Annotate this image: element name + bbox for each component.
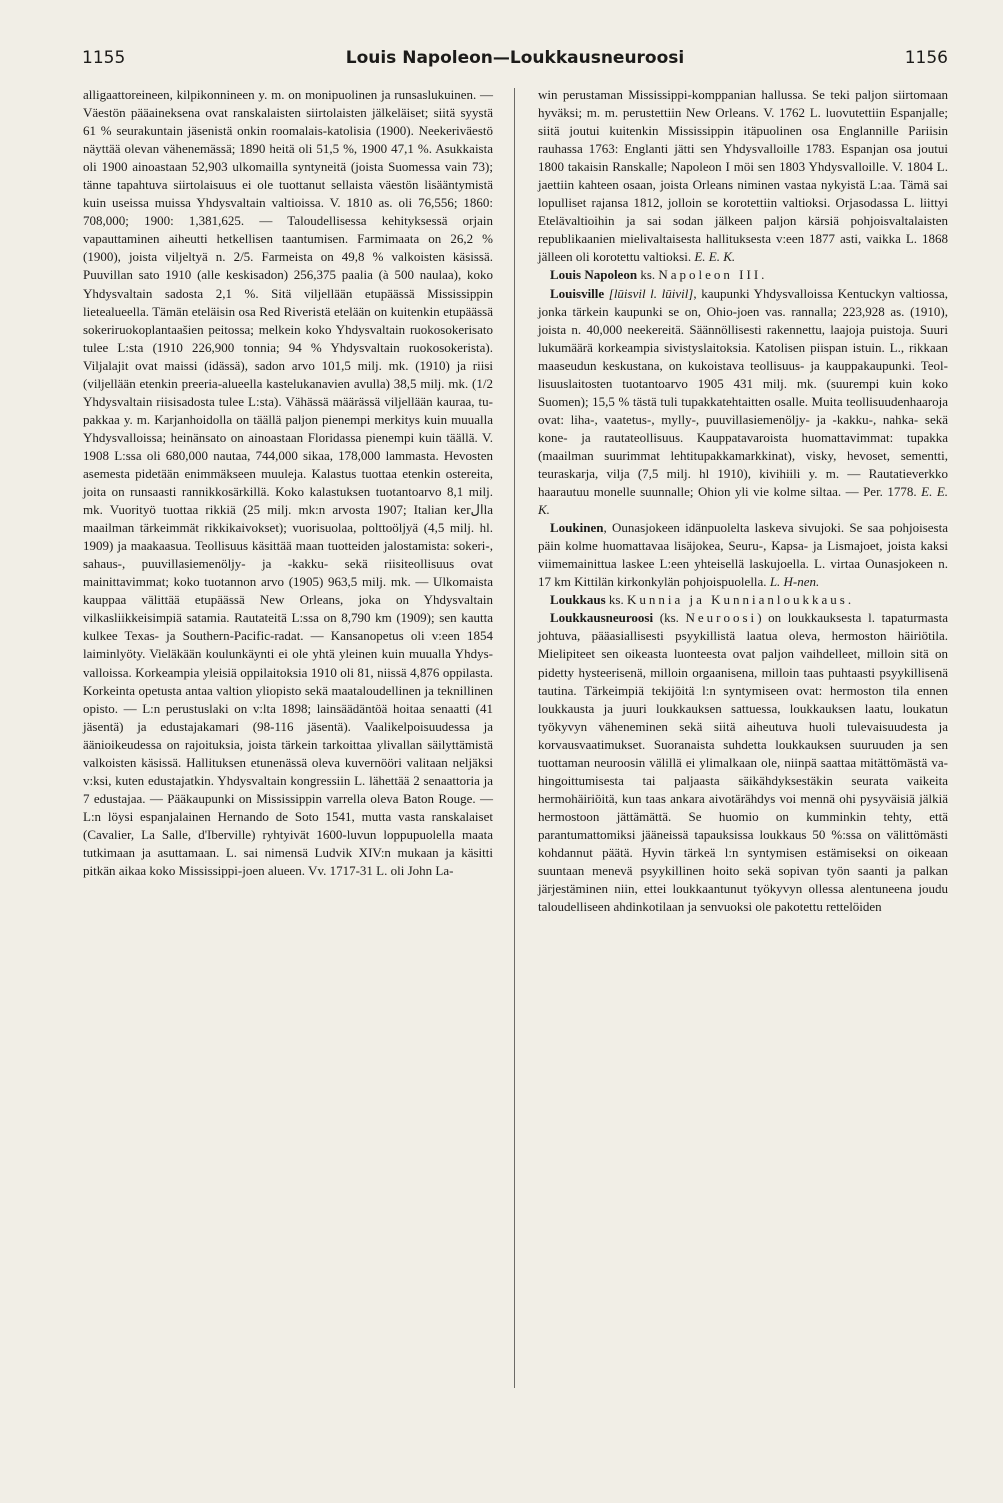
entry-louis-napoleon	[538, 266, 948, 284]
headword-loukinen: Loukinen	[550, 520, 604, 536]
see-also-label: ks.	[640, 267, 656, 283]
page-header	[82, 48, 948, 72]
cross-reference-kunnia: Kunnia ja Kunnianloukkaus.	[626, 592, 855, 608]
signature-eek-1: E. E. K.	[694, 249, 736, 265]
headword-loukkausneuroosi: Loukkausneuroosi	[550, 610, 654, 626]
signature-eek-2: E. E. K.	[538, 484, 949, 518]
louisville-body: , kaupunki Yhdysvalloissa Kentuckyn valtiossa, jonka tärkein kaupunki se on, Ohio-joen vas. rannalla; 223,928 as. (1910), joista n. 40,000 neekereitä. Säännöllisesti rakennettu, laajoja puistoja. Suuri lukumäärä korkeampia sivistyslaitoksia. Katolisen piispan istuin. L., rikkaan maaseudun keskustana, on kukoistava teollisuus- ja kauppakaupunki. Teollisuuslaitosten tuotantoarvo 1905 431 milj. mk. (suurempi kuin koko Suomen); 15,5 % tästä tuli tupakkatehtaitten osalle. Muita teollisuudenhaaroja ovat: liha-, vaatetus-, mylly-, puuvillasiemenöljy- ja -kakku-, nahka- sekä kone- ja rautateollisuus. Kauppatavaroista huomattavimmat: tupakka (maailman suurimmat lehtitupakkamarkkinat), visky, hevoset, sementti, teuraskarja, vilja (7,5 milj. hl 1910), kivihiili y. m. — Rautatieverkko haarautuu monelle suunnalle; Ohion yli vie kolme siltaa. — Per. 1778.	[538, 285, 949, 500]
louisiana-history-text	[538, 86, 948, 266]
right-column	[538, 86, 948, 916]
page-number-right: 1156	[904, 48, 948, 68]
cross-reference-napoleon: Napoleon III.	[658, 267, 768, 283]
entry-loukkausneuroosi	[538, 609, 948, 916]
column-divider	[514, 88, 515, 1388]
entry-loukinen	[538, 519, 948, 591]
louisiana-continuation-text: alligaattoreineen, kilpikonnineen y. m. on monipuolinen ja runsaslukuinen. — Väestön pääaineksena ovat ranskalaisten siirtolaisten jälkeläiset; siitä syystä 61 % seurakuntain jäsenistä onkin roomalais-katolisia (1900). Neekeriväestö näyttää olevan vähenemässä; 1890 heitä oli 51,5 %, 1900 47,1 %. Asukkaista oli 1900 ainoastaan 52,903 ulkomailla syntyneitä (joista Suomessa vain 73); tänne tapahtuva siirtolaisuus ei ole tuottanut sellaista väestön lisääntymistä kuin useissa muissa Yhdysvaltain valtioissa. V. 1810 as. oli 76,556; 1860: 708,000; 1900: 1,381,625. — Taloudellisessa kehityksessä orjain vapauttaminen aiheutti hetkellisen taantumisen. Farmimaata on 26,2 % (1900), joista viljeltyä n. 2/5. Farmeista on 49,8 % valkoisten käsissä. Puuvillan sato 1910 (alle keskisadon) 256,375 paalia (à 500 naulaa), koko Yhdysvaltain sadosta 2,1 %. Sitä viljellään etupäässä Mississippin lietealueella. Tämän eteläisin osa Red Riveristä etelään on kuitenkin etupäässä sokeriruokoplantaašien peitossa; melkein koko Yhdysvaltain ruokosokerisato tulee L:sta (1910 226,900 tonnia; 94 % Yhdysvaltain ruokosokerista). Viljalajit ovat maissi (idässä), sadon arvo 101,5 milj. mk. (1910) ja riisi (viljellään etenkin preeria-alueella kastelukanavien avulla) 38,5 milj. mk. (1/2 Yhdysvaltain riisisadosta tulee L:sta). Vähässä määrässä viljellään kauraa, tupakkaa y. m. Karjanhoidolla on täällä paljon pienempi merkitys kuin muualla Yhdysvalloissa; heinänsato on ainoastaan Floridassa pienempi kuin täällä. V. 1908 L:ssa oli 680,000 nautaa, 744,000 sikaa, 178,000 lammasta. Hevosten asemesta pidetään enimmäkseen muuleja. Kalastus tuottaa etenkin ostereita, joita on runsaasti rannikkosärkillä. Koko kalastuksen tuotantoarvo 8,1 milj. mk. Vuorityö tuottaa rikkiä (25 milj. mk:n arvosta 1907; Italian kerالla maailman tärkeimmät rikkikaivokset); vuorisuolaa, polttoöljyä (4,5 milj. hl. 1909) ja maakaasua. Teollisuus käsittää maan tuotteiden jalostamista: sokeri-, sahaus-, puuvillasiemenöljy- ja -kakku- sekä riisiteollisuus ovat mainittavimmat; koko tuotannon arvo (1905) 963,5 milj. mk. — Ulkomaista kauppaa välittää etupäässä New Orleans, joka on Yhdysvaltain vilkasliikkeisimpiä satamia. Rautateitä L:ssa on 8,790 km (1909); sen kautta kulkee Texas- ja Southern-Pacific-radat. — Kansanopetus oli v:een 1854 laiminlyöty. Vieläkään koulunkäynti ei ole yhtä yleinen kuin muualla Yhdysvalloissa. Korkeampia yleisiä oppilaitoksia 1910 oli 81, niissä 4,876 oppilasta. Korkeinta opetusta antaa valtion yliopisto sekä maataloudellinen ja teknillinen opisto. — L:n perustuslaki on v:lta 1898; lainsäädäntöä hoitaa senaatti (41 jäsentä) ja edustajakamari (98-116 jäsentä). Vaalikelpoisuudessa ja äänioikeudessa on rajoituksia, joista tärkein tarkoittaa ylivallan säilyttämistä valkoisten käsissä. Hallituksen etunenässä oleva kuvernööri valitaan neljäksi v:ksi, kuten edustajatkin. Yhdysvaltain kongressiin L. lähettää 2 senaattoria ja 7 edustajaa. — Pääkaupunki on Mississippin varrella oleva Baton Rouge. — L:n löysi espanjalainen Hernando de Soto 1541, mutta vasta ranskalaiset (Cavalier, La Salle, d'Iberville) ryhtyivät 1600-luvun loppupuolella maata tutkimaan ja asuttamaan. L. sai nimensä Ludvik XIV:n mukaan ja käsitti pitkän aikaa koko Mississippi-joen alueen. Vv. 1717-31 L. oli John La-	[83, 87, 493, 879]
loukkausneuroosi-body: ) on loukkauksesta l. tapaturmasta johtuva, pääasiallisesti psyykillistä laatua oleva, hermoston häiriötila. Mielipiteet sen oikeasta luonteesta ovat paljon vaihdelleet, milloin sitä on pidetty hysteerisenä, milloin orgaanisena, milloin taas puhtaasti psyykillisenä tautina. Tärkeimpiä tekijöitä l:n syntymiseen ovat: hermoston tila ennen loukkausta ja juuri loukkauksen sattuessa, loukkauksen laatu, loukatun työkyvyn väheneminen sekä siitä aiheutuva huoli tulevaisuudesta ja korvausvaatimukset. Suoranaista suhdetta loukkauksen suuruuden ja sen tuottaman neuroosin välillä ei ylimalkaan ole, niinpä saattaa mitättömästä vahingoittumisesta tai paljaasta säikähdyksestäkin seurata vaikeita hermohäiriöitä, kun taas ankara aivotärähdys voi mennä ohi pysyväisiä jälkiä hermostoon jättämättä. Se huomio on kumminkin tehty, että parantumattomiksi jääneissä tapauksissa loukkaus 50 %:ssa on välittömästi kohdannut päätä. Hyvin tärkeä l:n syntymisen estämiseksi on oikeaan suuntaan menevä psyykillinen hoito sekä sopivan työn saanti ja palkan järjestäminen niin, ettei loukkaantunut työkyvyn ollessa alentuneena joudu taloudelliseen ahdinkotilaan ja senvuoksi ole pakotettu rettelöiden	[538, 610, 948, 915]
pronunciation-louisville: [lūisvil l. lūivil]	[608, 285, 694, 301]
headword-loukkaus: Loukkaus	[550, 592, 606, 608]
page-number-left: 1155	[82, 48, 126, 68]
see-also-prefix: (ks.	[659, 610, 679, 626]
entry-louisville	[538, 285, 948, 520]
see-also-label-2: ks.	[608, 592, 624, 608]
cross-reference-neuroosi: Neuroosi	[685, 610, 758, 626]
entry-loukkaus	[538, 591, 948, 609]
loukinen-body: , Ounasjokeen idänpuolelta laskeva sivujoki. Se saa pohjoisesta päin kolme huomattavaa lisäjokea, Seuru-, Kapsa- ja Lismajoet, joista kaksi viimemainittua laskee L:een yhteisellä laskujoella. L. virtaa Ounasjokeen n. 17 km Kittilän kirkonkylän pohjoispuolella.	[538, 520, 948, 590]
headword-louisville: Louisville	[550, 285, 605, 301]
headword-louis-napoleon: Louis Napoleon	[550, 267, 638, 283]
left-column	[83, 86, 493, 880]
signature-l-hnen: L. H-nen.	[769, 574, 820, 590]
louisiana-history-body: win perustaman Mississippi-komppanian hallussa. Se teki paljon siirtomaan hyväksi; m. m. perustettiin New Orleans. V. 1762 L. luovutettiin Espanjalle; siitä joutui kuitenkin Mississippin itäpuolinen osa Englannille Pariisin rauhassa 1763: Englanti jätti sen Yhdysvalloille 1783. Espanjan osa joutui 1800 takaisin Ranskalle; Napoleon I möi sen 1803 Yhdysvalloille. V. 1804 L. jaettiin kahteen osaan, joista Orleans niminen vastaa nykyistä L:aa. Tämä sai lopulliset rajansa 1812, jolloin se korotettiin valtioksi. Orjasodassa L. liittyi Etelävaltioihin ja sai sodan jälkeen paljon kärsiä pohjoisvaltalaisten republikaanien mielivaltaisesta hallituksesta v:een 1877 asti, vaikka L. 1868 jälleen oli korotettu valtioksi.	[538, 87, 948, 265]
running-title: Louis Napoleon—Loukkausneuroosi	[345, 48, 685, 68]
